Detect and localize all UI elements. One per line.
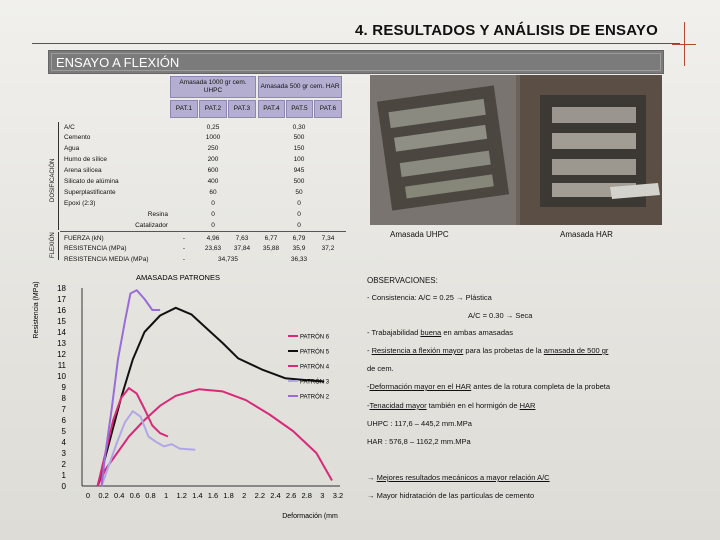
row-label-cemento: Cemento xyxy=(64,134,91,141)
x-tick-label: 3 xyxy=(320,491,325,500)
y-tick-label: 5 xyxy=(61,427,66,436)
specimen-photo xyxy=(370,75,662,225)
legend-label-4: PATRÓN 3 xyxy=(300,379,330,386)
row-label-humo: Humo de sílice xyxy=(64,156,107,163)
y-tick-label: 0 xyxy=(61,482,66,491)
obs-tenacidad: -Tenacidad mayor también en el hormigón de HAR xyxy=(367,401,536,410)
x-tick-label: 0.4 xyxy=(114,491,125,500)
x-tick-label: 2.8 xyxy=(301,491,312,500)
row-label-ac: A/C xyxy=(64,124,75,131)
series-line-5 xyxy=(102,290,161,486)
caption-har: Amasada HAR xyxy=(560,230,613,239)
y-tick-label: 1 xyxy=(61,471,66,480)
cell-resistencia-4: 35,88 xyxy=(262,245,280,252)
row-label-catalizador: Catalizador xyxy=(135,222,168,229)
y-tick-label: 14 xyxy=(57,328,66,337)
cell-har-agua: 150 xyxy=(293,145,305,152)
chart-title: AMASADAS PATRONES xyxy=(136,273,220,282)
slide-title: 4. RESULTADOS Y ANÁLISIS DE ENSAYO xyxy=(355,22,658,39)
y-tick-label: 7 xyxy=(61,405,66,414)
y-tick-label: 3 xyxy=(61,449,66,458)
obs-resistencia: - Resistencia a flexión mayor para las probetas de la amasada de 500 gr xyxy=(367,346,609,355)
side-label-dosificacion: DOSIFICACIÓN xyxy=(50,158,56,202)
header-pat5: PAT.5 xyxy=(286,100,313,118)
chart-xlabel: Deformación (mm xyxy=(282,513,338,520)
obs-har-range: HAR : 576,8 – 1162,2 mm.MPa xyxy=(367,437,471,446)
header-pat4: PAT.4 xyxy=(258,100,285,118)
cell-har-arena: 945 xyxy=(293,167,305,174)
series-line-4 xyxy=(102,411,196,486)
x-tick-label: 2.6 xyxy=(285,491,297,500)
y-tick-label: 13 xyxy=(57,339,66,348)
cell-har-silicato: 500 xyxy=(293,178,305,185)
row-label-epoxi: Epoxi (2:3) xyxy=(64,200,96,207)
cell-fuerza-5: 6,79 xyxy=(292,235,306,242)
cell-uhpc-resina: 0 xyxy=(211,211,215,218)
y-tick-label: 16 xyxy=(57,306,66,315)
series-line-1 xyxy=(98,389,332,486)
cell-fuerza-2: 4,96 xyxy=(206,235,220,242)
row-label-fuerza: FUERZA (kN) xyxy=(64,235,104,242)
x-tick-label: 1.2 xyxy=(176,491,187,500)
cell-har-ac: 0,30 xyxy=(292,124,306,131)
title-rule xyxy=(32,43,680,44)
obs-hidratacion: → Mayor hidratación de las partículas de cemento xyxy=(367,491,535,500)
y-tick-label: 17 xyxy=(57,295,66,304)
cell-har-cemento: 500 xyxy=(293,134,305,141)
y-tick-label: 8 xyxy=(61,394,66,403)
row-label-agua: Agua xyxy=(64,145,80,152)
x-tick-label: 1.4 xyxy=(192,491,203,500)
cell-uhpc-epoxi: 0 xyxy=(211,200,215,207)
cell-resistencia-5: 35,9 xyxy=(292,245,306,252)
x-tick-label: 2.2 xyxy=(254,491,266,500)
row-label-super: Superplastificante xyxy=(64,189,116,196)
side-label-flexion: FLEXIÓN xyxy=(50,232,56,258)
cell-har-resina: 0 xyxy=(297,211,301,218)
x-tick-label: 1.8 xyxy=(223,491,234,500)
cell-fuerza-6: 7,34 xyxy=(321,235,335,242)
header-group-har: Amasada 500 gr cem. HAR xyxy=(258,76,342,98)
cell-uhpc-catalizador: 0 xyxy=(211,222,215,229)
side-divider-dosificacion xyxy=(58,122,59,230)
obs-mejores: → Mejores resultados mecánicos a mayor relación A/C xyxy=(367,473,550,482)
cell-uhpc-arena: 600 xyxy=(207,167,219,174)
y-tick-label: 6 xyxy=(61,416,66,425)
x-tick-label: 2.4 xyxy=(270,491,281,500)
header-pat6: PAT.6 xyxy=(314,100,342,118)
cell-har-epoxi: 0 xyxy=(297,200,301,207)
specimen-photo-illustration xyxy=(370,75,662,225)
cell-uhpc-humo: 200 xyxy=(207,156,219,163)
legend-label-2: PATRÓN 5 xyxy=(300,349,330,356)
cell-har-super: 50 xyxy=(295,189,303,196)
row-label-media: RESISTENCIA MEDIA (MPa) xyxy=(64,256,149,263)
cell-resistencia-2: 23,63 xyxy=(204,245,222,252)
cell-resistencia-3: 37,84 xyxy=(233,245,251,252)
accent-rule-horizontal xyxy=(672,44,696,45)
row-label-resistencia: RESISTENCIA (MPa) xyxy=(64,245,127,252)
obs-consistencia: - Consistencia: A/C = 0.25 → Plástica xyxy=(367,293,492,302)
row-label-arena: Arena silícea xyxy=(64,167,102,174)
x-tick-label: 1 xyxy=(164,491,169,500)
row-label-silicato: Silicato de alúmina xyxy=(64,178,119,185)
legend-label-3: PATRÓN 4 xyxy=(300,364,330,371)
cell-har-humo: 100 xyxy=(293,156,305,163)
legend-label-5: PATRÓN 2 xyxy=(300,394,330,401)
x-tick-label: 0.6 xyxy=(129,491,141,500)
x-tick-label: 1.6 xyxy=(207,491,219,500)
table-divider xyxy=(60,231,346,232)
chart-axes xyxy=(57,284,343,500)
caption-uhpc: Amasada UHPC xyxy=(390,230,449,239)
y-tick-label: 2 xyxy=(61,460,66,469)
cell-uhpc-cemento: 1000 xyxy=(205,134,221,141)
obs-resistencia-2: de cem. xyxy=(367,364,394,373)
y-tick-label: 15 xyxy=(57,317,66,326)
x-tick-label: 0 xyxy=(85,491,91,500)
header-pat3: PAT.3 xyxy=(228,100,256,118)
x-tick-label: 0.8 xyxy=(145,491,156,500)
y-tick-label: 11 xyxy=(57,361,66,370)
y-tick-label: 18 xyxy=(57,284,66,293)
stress-strain-chart xyxy=(30,270,366,522)
x-tick-label: 2 xyxy=(242,491,247,500)
row-label-resina: Resina xyxy=(147,211,168,218)
y-tick-label: 9 xyxy=(61,383,66,392)
cell-media-uhpc: 34,735 xyxy=(218,256,238,263)
y-tick-label: 10 xyxy=(57,372,66,381)
header-pat2: PAT.2 xyxy=(199,100,227,118)
x-tick-label: 3.2 xyxy=(332,491,344,500)
cell-uhpc-silicato: 400 xyxy=(207,178,219,185)
y-tick-label: 4 xyxy=(61,438,66,447)
cell-fuerza-3: 7,63 xyxy=(235,235,249,242)
cell-media-dash: - xyxy=(182,256,186,263)
cell-uhpc-super: 60 xyxy=(209,189,217,196)
observations-title: OBSERVACIONES: xyxy=(367,276,438,285)
header-pat1: PAT.1 xyxy=(170,100,198,118)
cell-har-catalizador: 0 xyxy=(297,222,301,229)
cell-resistencia-6: 37,2 xyxy=(321,245,335,252)
cell-media-har: 36,33 xyxy=(290,256,308,263)
side-divider-flexion xyxy=(58,232,59,260)
cell-fuerza-4: 6,77 xyxy=(264,235,278,242)
chart-series xyxy=(98,290,332,486)
obs-uhpc-range: UHPC : 117,6 – 445,2 mm.MPa xyxy=(367,419,472,428)
legend-label-1: PATRÓN 6 xyxy=(300,334,330,341)
obs-deformacion: -Deformación mayor en el HAR antes de la rotura completa de la probeta xyxy=(367,382,611,391)
cell-uhpc-ac: 0,25 xyxy=(206,124,220,131)
chart-legend xyxy=(288,334,330,401)
obs-consistencia-2: A/C = 0.30 → Seca xyxy=(468,311,533,320)
y-tick-label: 12 xyxy=(57,350,66,359)
x-tick-label: 0.2 xyxy=(98,491,109,500)
cell-fuerza-1: - xyxy=(182,235,186,242)
cell-uhpc-agua: 250 xyxy=(207,145,219,152)
obs-trabajabilidad: - Trabajabilidad buena en ambas amasadas xyxy=(367,328,513,337)
cell-resistencia-1: - xyxy=(182,245,186,252)
chart-ylabel: Resistencia (MPa) xyxy=(33,281,40,339)
header-group-uhpc: Amasada 1000 gr cem. UHPC xyxy=(170,76,256,98)
section-title: ENSAYO A FLEXIÓN xyxy=(56,55,180,70)
